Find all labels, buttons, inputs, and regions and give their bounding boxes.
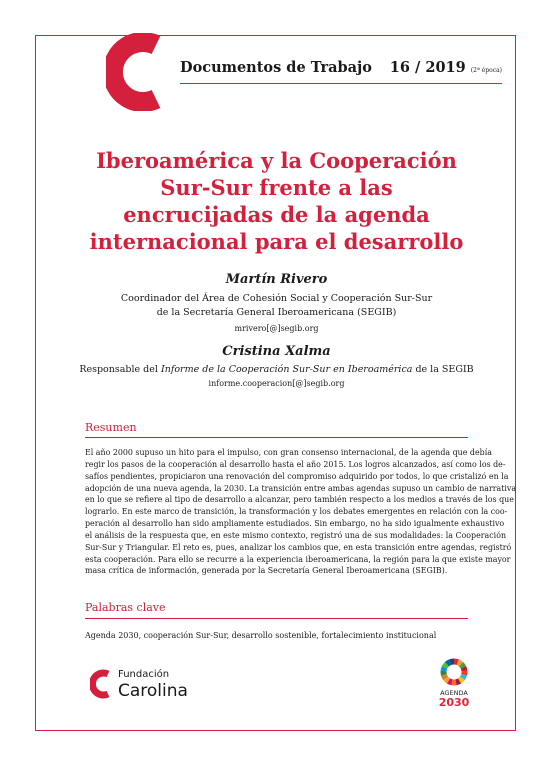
fundacion-carolina-c-logo	[106, 33, 166, 111]
title-line: Iberoamérica y la Cooperación	[96, 148, 457, 173]
role-report-title: Informe de la Cooperación Sur-Sur en Iberoamérica	[160, 364, 413, 375]
abstract-line: El año 2000 supuso un hito para el impulso, con gran consenso internacional, de la agenda que debía	[85, 448, 492, 457]
issue-number	[390, 59, 502, 76]
role-text: de la SEGIB	[412, 364, 474, 375]
author-block-2	[60, 344, 493, 390]
carolina-label: Carolina	[118, 681, 188, 701]
abstract-line: en lo que se refiere al tipo de desarrollo a alcanzar, pero también respecto a los medios a través de los que	[85, 495, 514, 505]
carolina-c-icon	[90, 669, 112, 699]
role-text: Responsable del	[79, 364, 161, 375]
epoch-label: (2ª época)	[470, 67, 502, 74]
title-line: Sur-Sur frente a las	[160, 175, 393, 200]
agenda-label: AGENDA	[440, 689, 468, 697]
author-name: Cristina Xalma	[222, 344, 331, 359]
abstract-text	[85, 447, 517, 577]
abstract-line: esta cooperación. Para ello se recurre a la experiencia iberoamericana, la región para la que existe mayor	[85, 554, 511, 564]
abstract-line: regir los pasos de la cooperación al desarrollo hasta el año 2015. Los logros alcanzados, así como los de-	[85, 459, 506, 469]
document-header	[180, 59, 502, 79]
header-rule	[180, 83, 502, 84]
abstract-line: masa crítica de información, generada por la Secretaría General Iberoamericana (SEGIB).	[85, 566, 448, 576]
fundacion-label: Fundación	[118, 669, 170, 680]
author-block-1	[60, 272, 493, 335]
abstract-line: lograrlo. En este marco de transición, la transformación y los debates emergentes en relación con la coo-	[85, 507, 508, 517]
abstract-line: peración al desarrollo han sido ampliamente estudiados. Sin embargo, no ha sido igualmente exhaustivo	[85, 519, 505, 529]
keywords-rule	[85, 618, 468, 619]
agenda-year: 2030	[438, 696, 470, 709]
author-name: Martín Rivero	[225, 272, 328, 287]
author-role: de la Secretaría General Iberoamericana (SEGIB)	[156, 307, 397, 318]
title-line: encrucijadas de la agenda	[123, 202, 430, 227]
abstract-line: safíos pendientes, propiciaron una renovación del compromiso adquirido por todos, lo que cristalizó en la	[85, 471, 509, 481]
abstract-line: adopción de una nueva agenda, la 2030. La transición entre ambas agendas supuso un cambio de narrativa	[85, 483, 517, 493]
abstract-line: el análisis de la respuesta que, en este mismo contexto, registró una de sus modalidades: la Cooperación	[85, 530, 507, 540]
fundacion-carolina-logo	[90, 667, 200, 707]
keywords-heading: Palabras clave	[85, 601, 166, 614]
author-role	[60, 363, 493, 377]
sdg-wheel-icon	[440, 658, 468, 686]
abstract-rule	[85, 437, 468, 438]
agenda-2030-logo	[435, 658, 473, 718]
title-line: internacional para el desarrollo	[89, 229, 464, 254]
abstract-line: Sur-Sur y Triangular. El reto es, pues, analizar los cambios que, en esta transición entre agendas, registró	[85, 542, 512, 552]
keywords-text: Agenda 2030, cooperación Sur-Sur, desarrollo sostenible, fortalecimiento institucional	[85, 631, 437, 640]
author-role: Coordinador del Área de Cohesión Social y Cooperación Sur-Sur	[120, 293, 433, 304]
author-email: informe.cooperacion[@]segib.org	[208, 379, 345, 388]
abstract-heading: Resumen	[85, 421, 137, 434]
issue-label: 16 / 2019	[389, 59, 466, 76]
author-email: mrivero[@]segib.org	[234, 324, 319, 333]
series-title: Documentos de Trabajo	[180, 59, 372, 76]
document-title	[60, 147, 493, 255]
